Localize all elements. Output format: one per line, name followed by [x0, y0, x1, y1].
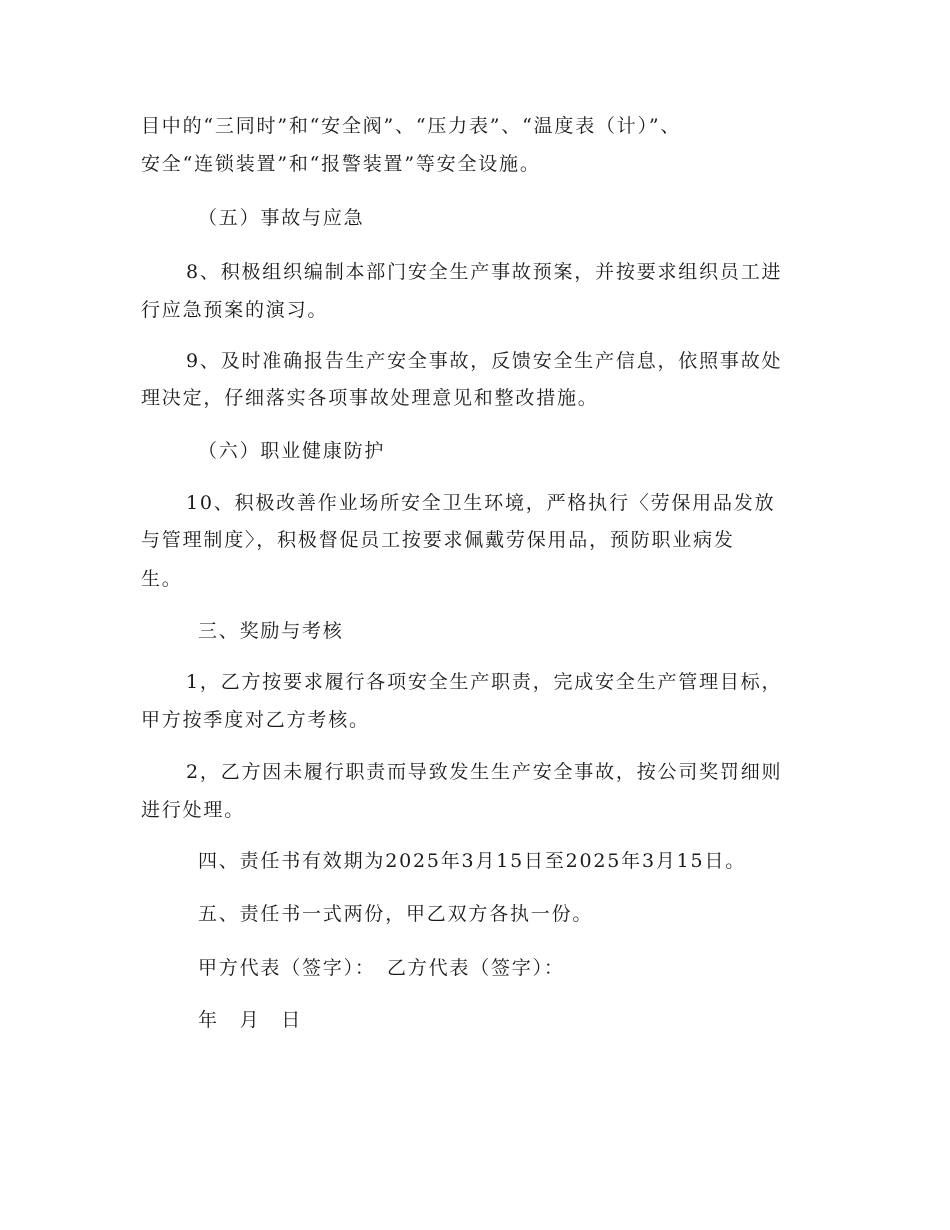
- paragraph-line: 理决定，仔细落实各项事故处理意见和整改措施。: [141, 387, 599, 409]
- paragraph-line: 行应急预案的演习。: [141, 299, 329, 321]
- paragraph-line: 2，乙方因未履行职责而导致发生生产安全事故，按公司奖罚细则: [186, 761, 783, 783]
- paragraph-line: 进行处理。: [141, 799, 246, 821]
- copies-clause: 五、责任书一式两份，甲乙双方各执一份。: [198, 903, 594, 925]
- paragraph-line: 目中的“三同时”和“安全阀”、“压力表”、“温度表（计）”、: [141, 115, 682, 137]
- paragraph-line: 安全“连锁装置”和“报警装置”等安全设施。: [141, 153, 541, 175]
- paragraph-line: 生。: [141, 568, 183, 590]
- paragraph-line: 甲方按季度对乙方考核。: [141, 709, 370, 731]
- validity-clause: 四、责任书有效期为2025年3月15日至2025年3月15日。: [198, 850, 747, 872]
- section-heading: （五）事故与应急: [198, 207, 365, 229]
- signature-line: 甲方代表（签字）： 乙方代表（签字）：: [198, 957, 565, 979]
- paragraph-line: 1，乙方按要求履行各项安全生产职责，完成安全生产管理目标，: [186, 671, 783, 693]
- paragraph-line: 10、积极改善作业场所安全卫生环境，严格执行〈劳保用品发放: [186, 492, 776, 514]
- paragraph-line: 9、及时准确报告生产安全事故，反馈安全生产信息，依照事故处: [186, 350, 783, 372]
- section-heading: （六）职业健康防护: [198, 440, 386, 462]
- date-line: 年 月 日: [198, 1009, 303, 1031]
- section-heading: 三、奖励与考核: [198, 620, 344, 642]
- paragraph-line: 8、积极组织编制本部门安全生产事故预案，并按要求组织员工进: [186, 261, 783, 283]
- paragraph-line: 与管理制度〉，积极督促员工按要求佩戴劳保用品，预防职业病发: [141, 529, 735, 551]
